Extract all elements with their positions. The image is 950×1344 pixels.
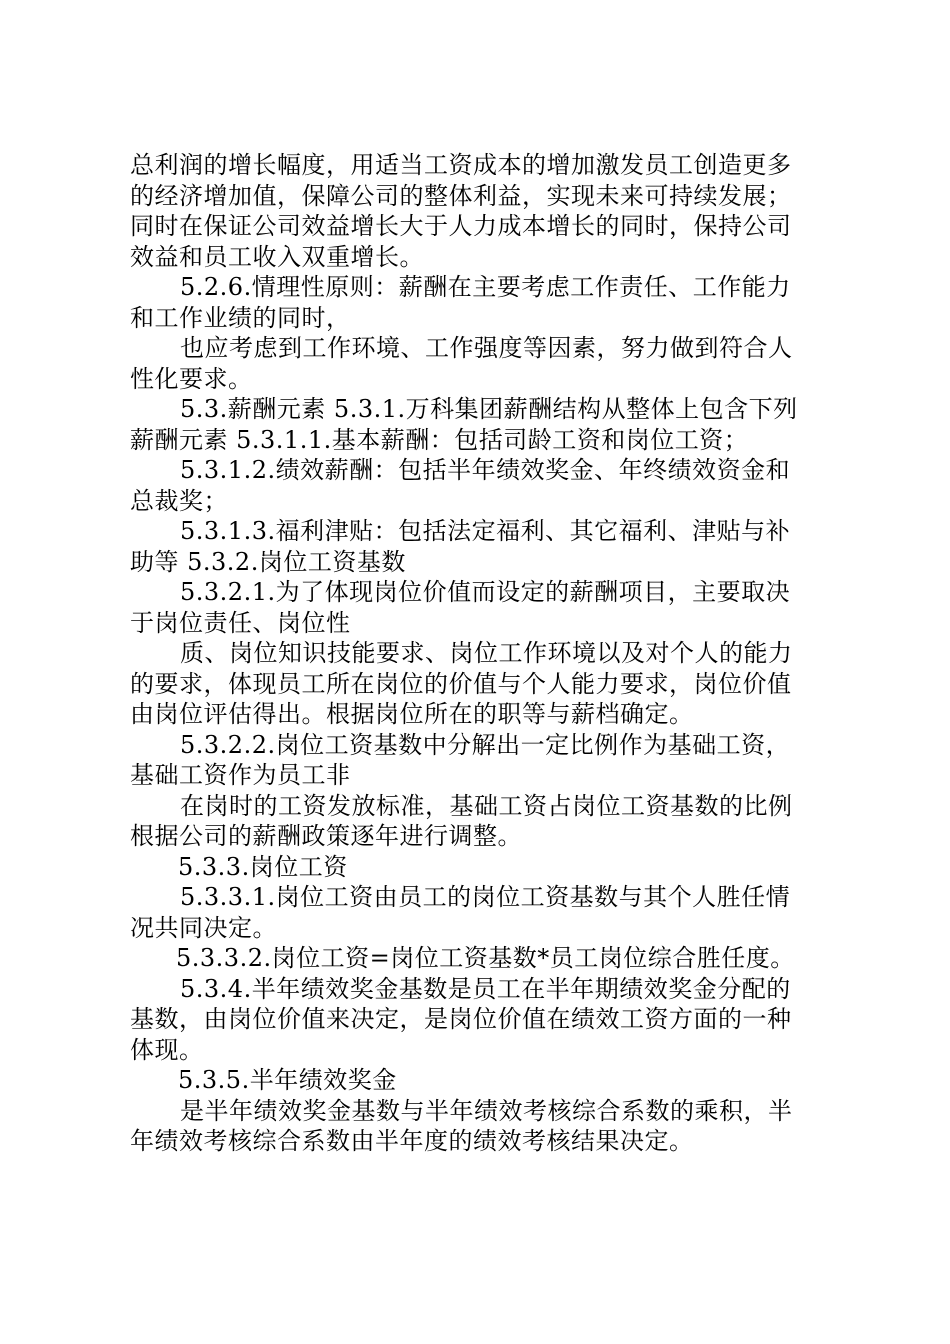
text-line: 总裁奖； — [130, 486, 228, 515]
text-line: 由岗位评估得出。根据岗位所在的职等与薪档确定。 — [130, 700, 694, 728]
text-line: 体现。 — [130, 1035, 204, 1064]
text-line: 5.2.6.情理性原则：薪酬在主要考虑工作责任、工作能力 — [180, 273, 791, 301]
text-line: 总利润的增长幅度，用适当工资成本的增加激发员工创造更多 — [130, 151, 792, 179]
text-line: 质、岗位知识技能要求、岗位工作环境以及对个人的能力 — [180, 639, 793, 667]
text-line: 和工作业绩的同时， — [130, 303, 351, 332]
text-line: 性化要求。 — [130, 364, 253, 393]
text-line: 同时在保证公司效益增长大于人力成本增长的同时，保持公司 — [130, 212, 792, 240]
text-line: 也应考虑到工作环境、工作强度等因素，努力做到符合人 — [180, 334, 793, 362]
document-body — [130, 150, 830, 1157]
text-line: 的要求，体现员工所在岗位的价值与个人能力要求，岗位价值 — [130, 669, 792, 698]
text-line: 年绩效考核综合系数由半年度的绩效考核结果决定。 — [130, 1127, 694, 1155]
text-line: 基数，由岗位价值来决定，是岗位价值在绩效工资方面的一种 — [130, 1005, 792, 1033]
text-line: 效益和员工收入双重增长。 — [130, 242, 424, 271]
text-line: 5.3.3.岗位工资 — [178, 852, 348, 881]
text-line: 的经济增加值，保障公司的整体利益，实现未来可持续发展； — [130, 181, 792, 210]
text-line: 5.3.5.半年绩效奖金 — [178, 1066, 397, 1094]
text-line: 5.3.3.1.岗位工资由员工的岗位工资基数与其个人胜任情 — [180, 883, 791, 911]
text-line: 5.3.薪酬元素 5.3.1.万科集团薪酬结构从整体上包含下列 — [180, 395, 798, 423]
text-line: 5.3.1.3.福利津贴：包括法定福利、其它福利、津贴与补 — [180, 517, 791, 545]
text-line: 助等 5.3.2.岗位工资基数 — [130, 547, 406, 576]
text-line: 5.3.3.2.岗位工资=岗位工资基数*员工岗位综合胜任度。 — [176, 944, 795, 972]
text-line: 基础工资作为员工非 — [130, 761, 351, 789]
text-line: 况共同决定。 — [130, 913, 277, 942]
text-line: 薪酬元素 5.3.1.1.基本薪酬：包括司龄工资和岗位工资； — [130, 425, 749, 454]
text-line: 是半年绩效奖金基数与半年绩效考核综合系数的乘积，半 — [180, 1096, 793, 1125]
text-line: 根据公司的薪酬政策逐年进行调整。 — [130, 822, 522, 850]
text-line: 于岗位责任、岗位性 — [130, 608, 351, 637]
text-line: 在岗时的工资发放标准，基础工资占岗位工资基数的比例 — [180, 791, 793, 820]
text-line: 5.3.4.半年绩效奖金基数是员工在半年期绩效奖金分配的 — [180, 974, 791, 1003]
text-line: 5.3.2.1.为了体现岗位价值而设定的薪酬项目，主要取决 — [180, 578, 791, 606]
text-line: 5.3.1.2.绩效薪酬：包括半年绩效奖金、年终绩效资金和 — [180, 456, 791, 484]
text-line: 5.3.2.2.岗位工资基数中分解出一定比例作为基础工资， — [180, 730, 791, 759]
